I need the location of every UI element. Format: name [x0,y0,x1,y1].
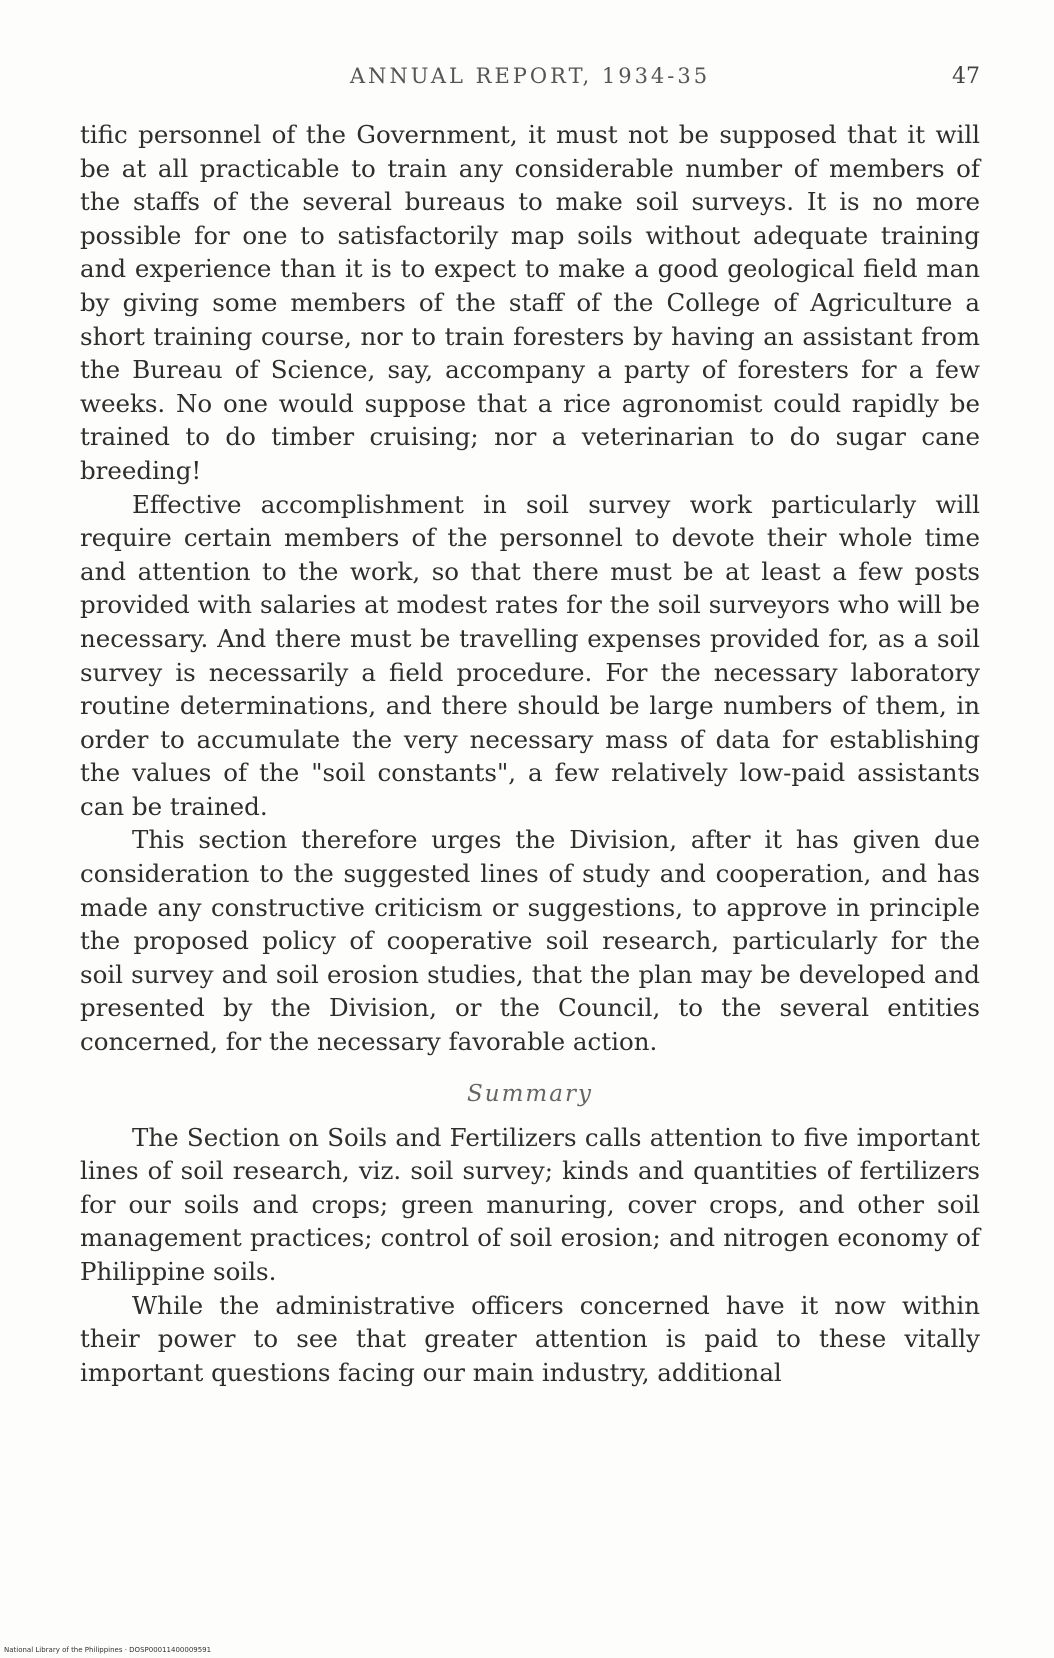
summary-heading: Summary [467,1080,593,1107]
paragraph-3: This section therefore urges the Division, after it has given due consideration to the suggested lines of study and cooperation, and has made any constructive criticism or suggestions, to approve in principle the proposed policy of cooperative soil research, particularly for the soil survey and soil erosion studies, that the plan may be developed and presented by the Division, or the Council, to the several entities concerned, for the necessary favorable action. [80,825,980,1057]
body-text [80,118,980,1389]
paragraph-2: Effective accomplishment in soil survey work particularly will require certain members of the personnel to devote their whole time and attention to the work, so that there must be at least a few posts provided with salaries at modest rates for the soil surveyors who will be necessary. And there must be travelling expenses provided for, as a soil survey is necessarily a field procedure. For the necessary laboratory routine determinations, and there should be large numbers of them, in order to accumulate the very necessary mass of data for establishing the values of the "soil constants", a few relatively low-paid assistants can be trained. [80,489,980,821]
page-number: 47 [952,64,980,89]
running-head: ANNUAL REPORT, 1934-35 [349,64,711,88]
library-stamp: National Library of the Philippines · DOSP00011400009591 [4,1646,212,1654]
paragraph-1: tific personnel of the Government, it must not be supposed that it will be at all practicable to train any considerable number of members of the staffs of the several bureaus to make soil surveys. It is no more possible for one to satisfactorily map soils without adequate training and experience than it is to expect to make a good geological field man by giving some members of the staff of the College of Agriculture a short training course, nor to train foresters by having an assistant from the Bureau of Science, say, accompany a party of foresters for a few weeks. No one would suppose that a rice agronomist could rapidly be trained to do timber cruising; nor a veterinarian to do sugar cane breeding! [80,120,980,485]
summary-paragraph-1: The Section on Soils and Fertilizers calls attention to five important lines of soil research, viz. soil survey; kinds and quantities of fertilizers for our soils and crops; green manuring, cover crops, and other soil management practices; control of soil erosion; and nitrogen economy of Philippine soils. [80,1122,980,1286]
page-header [80,60,980,96]
summary-paragraph-2: While the administrative officers concerned have it now within their power to see that greater attention is paid to these vitally important questions facing our main industry, additional [80,1290,980,1387]
